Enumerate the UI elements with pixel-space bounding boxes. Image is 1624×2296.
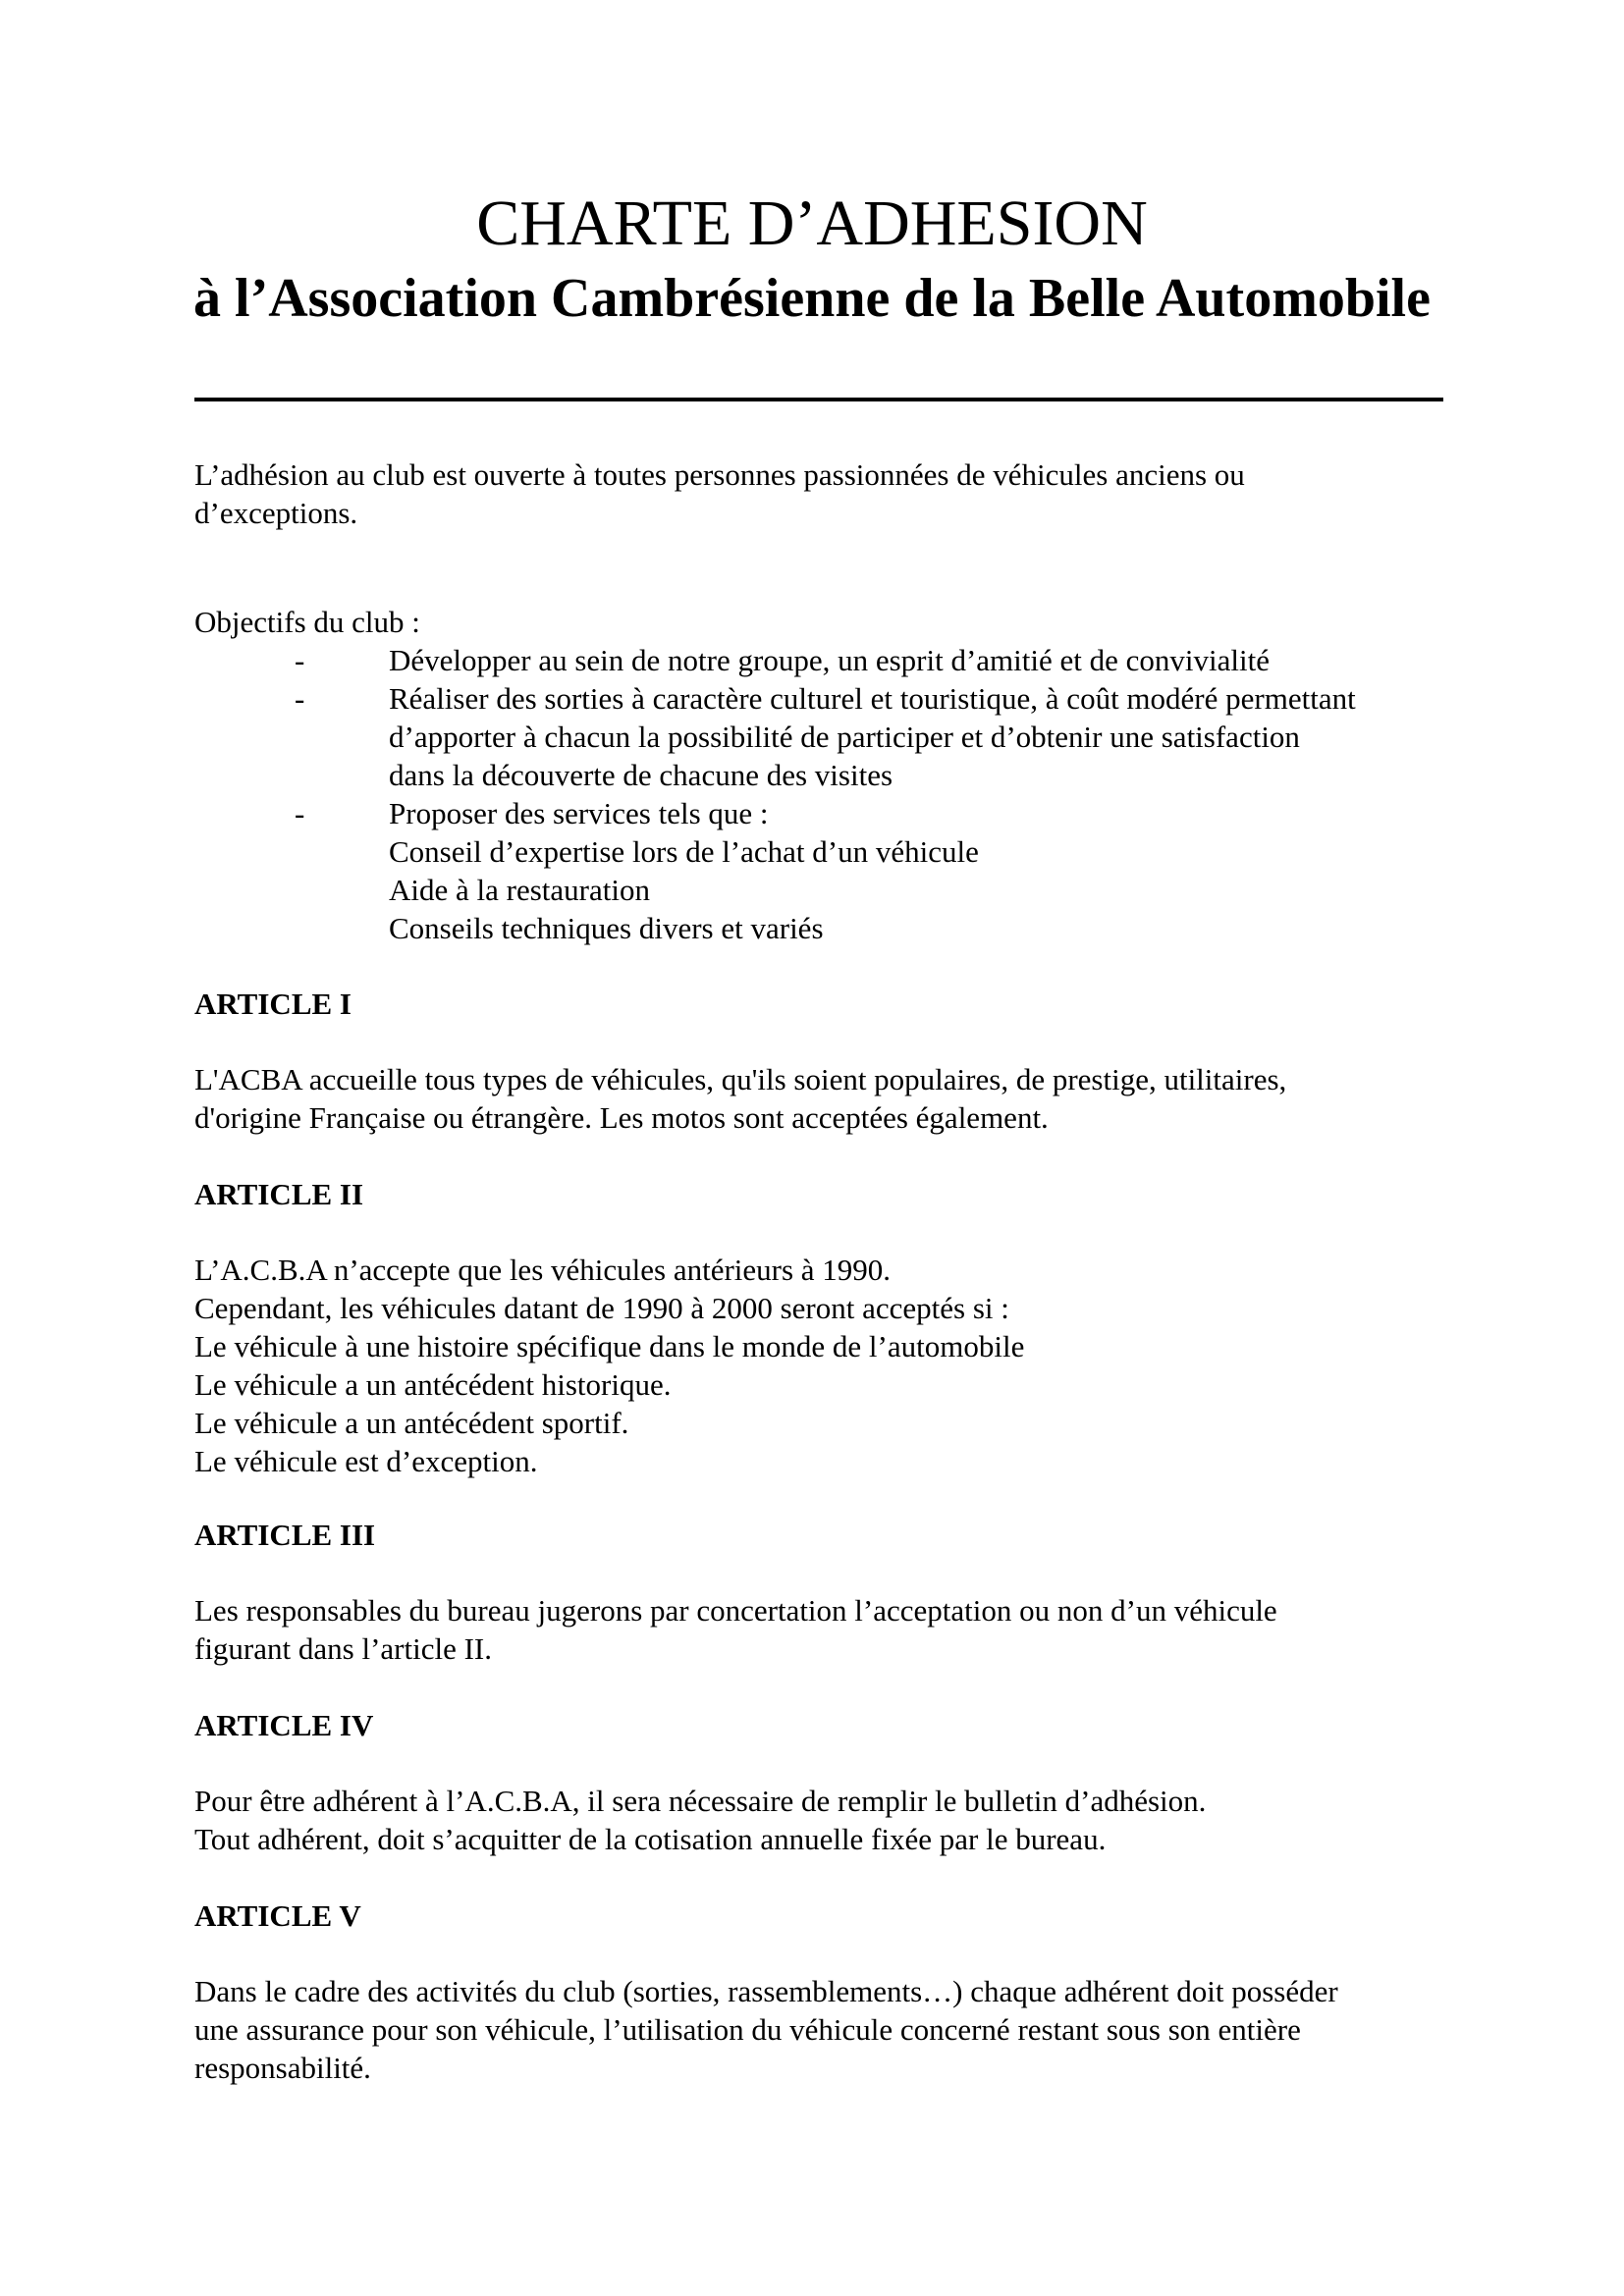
bullet-dash: - [295, 643, 305, 677]
article-line: Cependant, les véhicules datant de 1990 à 2000 seront acceptés si : [194, 1291, 1009, 1325]
article-5 [194, 1896, 1451, 1935]
objective-item [194, 794, 1451, 832]
article-2-body [194, 1251, 1451, 1480]
article-4-body [194, 1782, 1451, 1858]
article-heading: ARTICLE I [194, 987, 352, 1021]
article-1 [194, 985, 1451, 1023]
objective-item [194, 641, 1451, 679]
intro-line: L’adhésion au club est ouverte à toutes personnes passionnées de véhicules anciens ou [194, 457, 1245, 492]
objective-text-continued: d’apporter à chacun la possibilité de participer et d’obtenir une satisfaction [389, 720, 1300, 754]
article-4 [194, 1706, 1451, 1744]
bullet-dash: - [295, 796, 305, 830]
document-title: CHARTE D’ADHESION [476, 187, 1148, 259]
objectives-section [194, 603, 1451, 947]
article-line: L'ACBA accueille tous types de véhicules, qu'ils soient populaires, de prestige, utilitaires, [194, 1062, 1287, 1096]
document-subtitle: à l’Association Cambrésienne de la Belle Automobile [193, 268, 1431, 329]
article-line: une assurance pour son véhicule, l’utilisation du véhicule concerné restant sous son entière [194, 2012, 1301, 2047]
objectives-label: Objectifs du club : [194, 605, 420, 639]
article-line: d'origine Française ou étrangère. Les motos sont acceptées également. [194, 1100, 1049, 1135]
article-line: Les responsables du bureau jugerons par concertation l’acceptation ou non d’un véhicule [194, 1593, 1277, 1628]
intro-paragraph [194, 455, 1451, 532]
objective-text: Développer au sein de notre groupe, un esprit d’amitié et de convivialité [389, 643, 1270, 677]
objective-text: Réaliser des sorties à caractère culturel et touristique, à coût modéré permettant [389, 681, 1356, 716]
title-divider [194, 398, 1443, 401]
article-3 [194, 1516, 1451, 1554]
bullet-dash: - [295, 681, 305, 716]
intro-line: d’exceptions. [194, 496, 358, 530]
objective-service: Conseil d’expertise lors de l’achat d’un véhicule [389, 834, 979, 869]
article-heading: ARTICLE V [194, 1898, 361, 1933]
article-line: Dans le cadre des activités du club (sorties, rassemblements…) chaque adhérent doit posséder [194, 1974, 1338, 2008]
article-5-body [194, 1972, 1451, 2087]
article-heading: ARTICLE III [194, 1518, 376, 1552]
article-line: Le véhicule a un antécédent historique. [194, 1367, 672, 1402]
objective-text: Proposer des services tels que : [389, 796, 769, 830]
objective-text-continued: dans la découverte de chacune des visites [389, 758, 893, 792]
article-line: figurant dans l’article II. [194, 1631, 492, 1666]
objective-service: Conseils techniques divers et variés [389, 911, 824, 945]
article-line: responsabilité. [194, 2051, 371, 2085]
article-line: Tout adhérent, doit s’acquitter de la cotisation annuelle fixée par le bureau. [194, 1822, 1107, 1856]
article-line: Le véhicule est d’exception. [194, 1444, 538, 1478]
article-1-body [194, 1060, 1451, 1137]
article-line: Le véhicule a un antécédent sportif. [194, 1406, 629, 1440]
article-line: Le véhicule à une histoire spécifique dans le monde de l’automobile [194, 1329, 1025, 1363]
article-heading: ARTICLE IV [194, 1708, 374, 1742]
article-2 [194, 1175, 1451, 1213]
article-3-body [194, 1591, 1451, 1668]
article-line: L’A.C.B.A n’accepte que les véhicules antérieurs à 1990. [194, 1253, 892, 1287]
objective-service: Aide à la restauration [389, 873, 650, 907]
article-heading: ARTICLE II [194, 1177, 364, 1211]
objective-item [194, 679, 1451, 718]
article-line: Pour être adhérent à l’A.C.B.A, il sera nécessaire de remplir le bulletin d’adhésion. [194, 1784, 1207, 1818]
